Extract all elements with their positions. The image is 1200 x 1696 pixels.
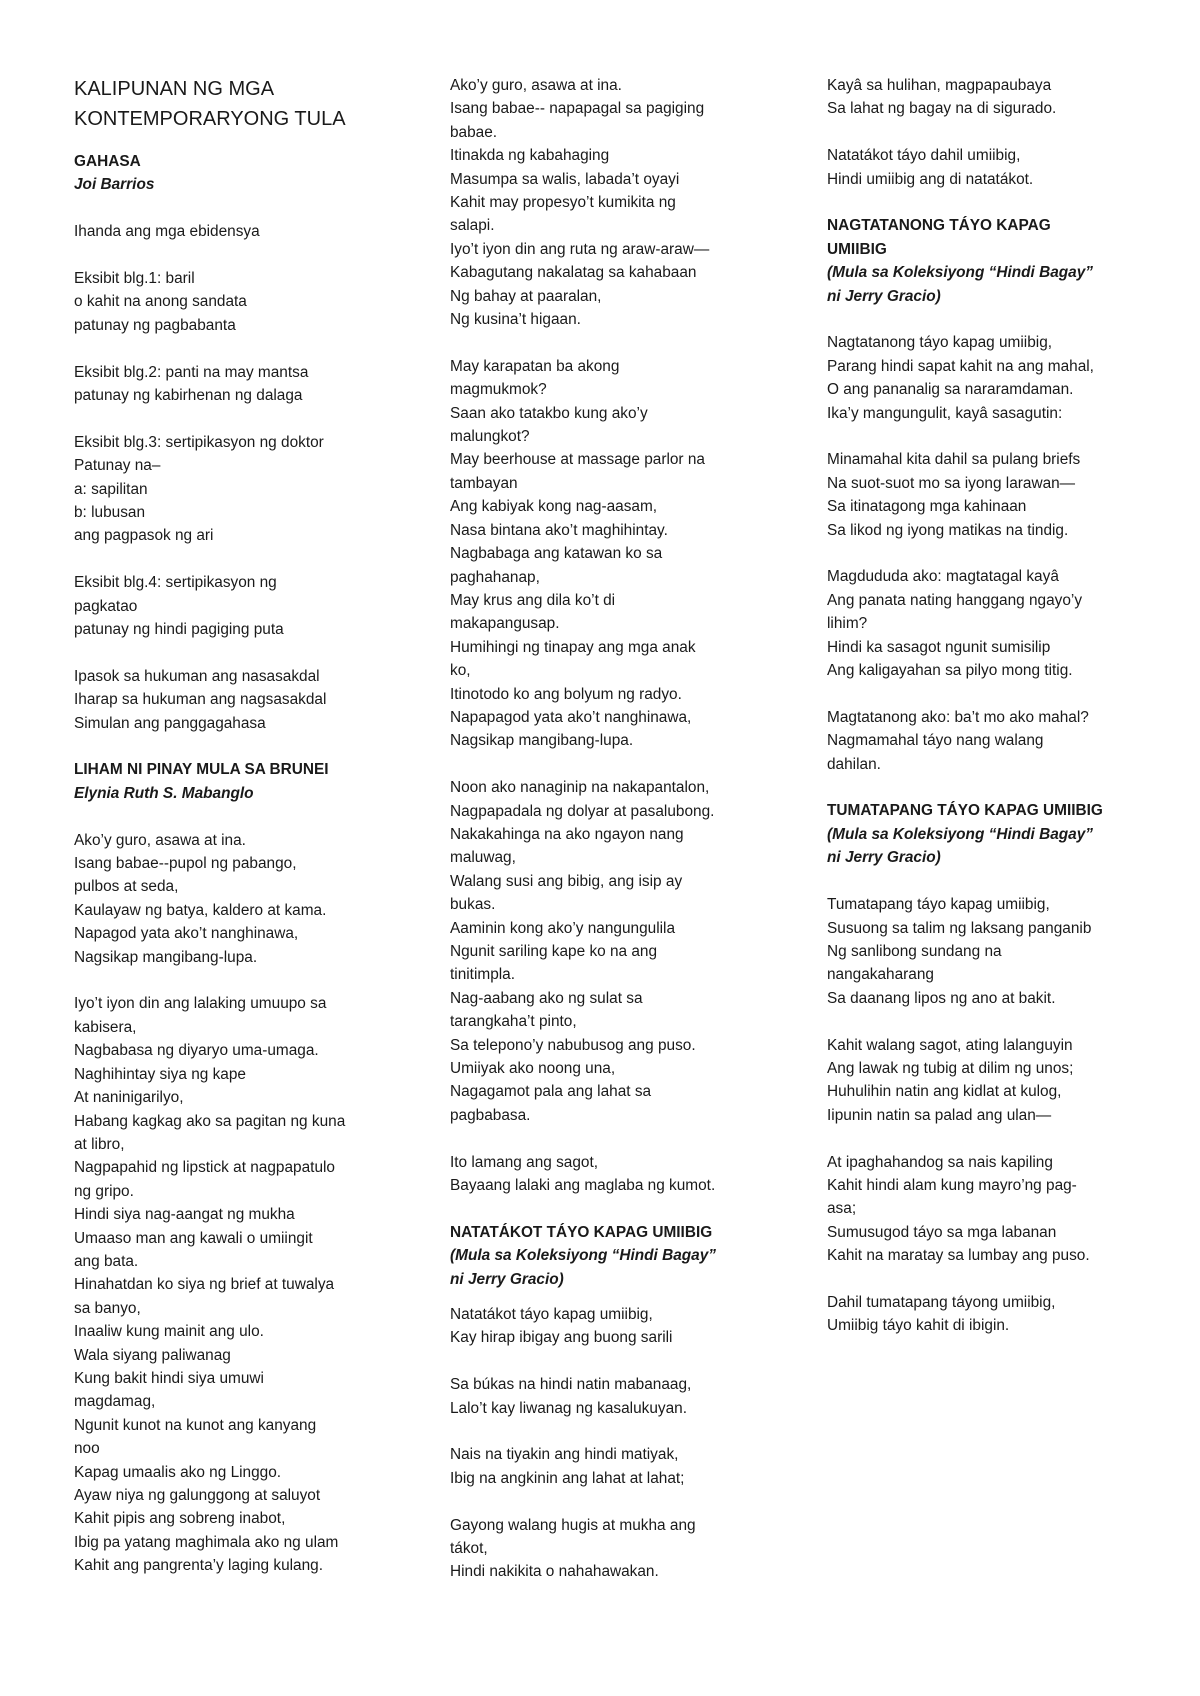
poem-line: dahilan.: [827, 755, 881, 773]
poem-line: b: lubusan: [74, 504, 146, 522]
poem-line: sa banyo,: [74, 1299, 141, 1317]
poem-line: Nakakahinga na ako ngayon nang: [450, 825, 684, 843]
poem-line: Eksibit blg.1: baril: [74, 270, 195, 287]
poem-body: [74, 220, 392, 735]
poem-line: Kay hirap ibigay ang buong sarili: [450, 1329, 673, 1347]
poem-line: tarangkaha’t pinto,: [450, 1013, 577, 1031]
poem-subtitle: ni Jerry Gracio): [827, 849, 941, 867]
poem-line: Eksibit blg.3: sertipikasyon ng doktor: [74, 433, 324, 451]
poem-body: [827, 893, 1147, 1338]
poem-line: Ihanda ang mga ebidensya: [74, 223, 260, 241]
poem-line: Isang babae-- napapagal sa pagiging: [450, 100, 705, 118]
poem-line: Masumpa sa walis, labada’t oyayi: [450, 170, 680, 188]
poem-line: kabisera,: [74, 1018, 137, 1036]
poem-line: Na suot-suot mo sa iyong larawan—: [827, 474, 1076, 492]
stanza: [74, 829, 392, 969]
poem-line: Lalo’t kay liwanag ng kasalukuyan.: [450, 1399, 687, 1417]
poem-line: patunay ng pagbabanta: [74, 316, 236, 334]
stanza: [827, 706, 1147, 776]
poem-body-continued: [450, 74, 775, 1197]
poem-line: Ngunit sariling kape ko na ang: [450, 943, 658, 960]
poem-subtitle: (Mula sa Koleksiyong “Hindi Bagay”: [827, 264, 1093, 282]
poem-line: at libro,: [74, 1135, 125, 1153]
poem-line: Ng kusina’t higaan.: [450, 311, 581, 329]
poem-line: magmukmok?: [450, 381, 547, 399]
poem-line: maluwag,: [450, 849, 516, 867]
poem-line: Hindi umiibig ang di natatákot.: [827, 170, 1034, 188]
poem-line: Iipunin natin sa palad ang ulan—: [827, 1106, 1052, 1124]
poem-line: Sa lahat ng bagay na di sigurado.: [827, 100, 1057, 118]
stanza: [450, 1303, 775, 1350]
poem-line: Sa búkas na hindi natin mabanaag,: [450, 1376, 692, 1394]
poem-line: Humihingi ng tinapay ang mga anak: [450, 638, 696, 656]
poem-line: Kung bakit hindi siya umuwi: [74, 1369, 264, 1387]
poem-liham: [74, 758, 392, 1577]
stanza: [74, 267, 392, 337]
poem-line: Kapag umaalis ako ng Linggo.: [74, 1463, 282, 1481]
poem-line: Susuong sa talim ng laksang panganib: [827, 919, 1092, 937]
poem-line: pulbos at seda,: [74, 878, 179, 896]
poem-line: Sa daanang lipos ng ano at bakit.: [827, 989, 1056, 1007]
poem-line: Patunay na–: [74, 457, 161, 475]
stanza: [827, 1034, 1147, 1128]
poem-line: Natatákot táyo dahil umiibig,: [827, 147, 1021, 165]
poem-line: makapangusap.: [450, 615, 560, 633]
stanza: [450, 74, 775, 331]
poem-line: May karapatan ba akong: [450, 357, 620, 375]
stanza: [74, 361, 392, 408]
poem-line: Aaminin kong ako’y nangungulila: [450, 919, 676, 937]
poem-line: Noon ako nanaginip na nakapantalon,: [450, 779, 710, 797]
poem-body-continued: [827, 74, 1147, 191]
poem-line: Kabagutang nakalatag sa kahabaan: [450, 264, 697, 282]
poem-line: Walang susi ang bibig, ang isip ay: [450, 872, 683, 890]
poem-line: Nagtatanong táyo kapag umiibig,: [827, 334, 1053, 352]
poem-author: Joi Barrios: [74, 176, 155, 194]
column-1: [74, 74, 392, 1578]
stanza: [827, 1151, 1147, 1268]
poem-line: magdamag,: [74, 1393, 156, 1411]
poem-line: At naninigarilyo,: [74, 1089, 184, 1107]
poem-author: Elynia Ruth S. Mabanglo: [74, 784, 254, 802]
poem-line: Nagpapahid ng lipstick at nagpapatulo: [74, 1159, 335, 1177]
poem-line: tinitimpla.: [450, 966, 516, 984]
poem-line: Ang kabiyak kong nag-aasam,: [450, 498, 658, 516]
poem-line: Ako’y guro, asawa at ina.: [74, 831, 246, 849]
poem-line: Iharap sa hukuman ang nagsasakdal: [74, 691, 327, 709]
poem-line: Itinotodo ko ang bolyum ng radyo.: [450, 685, 682, 703]
poem-line: Nagsikap mangibang-lupa.: [450, 732, 634, 750]
poem-line: Ang lawak ng tubig at dilim ng unos;: [827, 1059, 1074, 1077]
poem-line: Ng bahay at paaralan,: [450, 287, 602, 305]
poem-line: Bayaang lalaki ang maglaba ng kumot.: [450, 1177, 716, 1195]
poem-line: a: sapilitan: [74, 480, 148, 498]
poem-line: May krus ang dila ko’t di: [450, 591, 616, 609]
poem-line: Ibig pa yatang maghimala ako ng ulam: [74, 1533, 339, 1551]
poem-line: Sa telepono’y nabubusog ang puso.: [450, 1036, 696, 1054]
stanza: [74, 431, 392, 548]
poem-line: tákot,: [450, 1540, 488, 1558]
poem-line: Kahit walang sagot, ating lalanguyin: [827, 1036, 1073, 1054]
poem-line: Inaaliw kung mainit ang ulo.: [74, 1323, 264, 1341]
stanza: [74, 220, 392, 243]
poem-line: Umiiyak ako noong una,: [450, 1060, 616, 1078]
poem-line: bukas.: [450, 896, 496, 914]
poem-line: Ibig na angkinin ang lahat at lahat;: [450, 1469, 685, 1487]
poem-line: Eksibit blg.2: panti na may mantsa: [74, 363, 309, 381]
stanza: [450, 1443, 775, 1490]
poem-line: Napagod yata ako’t nanghinawa,: [74, 925, 299, 943]
stanza: [450, 776, 775, 1127]
poem-line: Ako’y guro, asawa at ina.: [450, 77, 622, 94]
poem-line: Nagsikap mangibang-lupa.: [74, 948, 258, 966]
stanza: [827, 565, 1147, 682]
poem-line: Parang hindi sapat kahit na ang mahal,: [827, 357, 1094, 375]
poem-line: o kahit na anong sandata: [74, 293, 247, 311]
poem-line: Ng sanlibong sundang na: [827, 942, 1002, 960]
poem-line: Nasa bintana ako’t maghihintay.: [450, 521, 668, 539]
poem-line: Hinahatdan ko siya ng brief at tuwalya: [74, 1276, 335, 1294]
stanza: [827, 74, 1147, 121]
poem-line: Habang kagkag ako sa pagitan ng kuna: [74, 1112, 346, 1130]
poem-line: Ipasok sa hukuman ang nasasakdal: [74, 667, 320, 685]
poem-line: ko,: [450, 662, 471, 680]
poem-line: Tumatapang táyo kapag umiibig,: [827, 896, 1050, 914]
poem-line: Sa likod ng iyong matikas na tindig.: [827, 521, 1069, 539]
poem-line: Kahit ang pangrenta’y laging kulang.: [74, 1557, 324, 1575]
poem-line: salapi.: [450, 217, 495, 235]
poem-line: nangakaharang: [827, 966, 934, 984]
poem-line: pagbabasa.: [450, 1106, 531, 1124]
poem-line: Kahit pipis ang sobreng inabot,: [74, 1510, 286, 1528]
poem-title: TUMATAPANG TÁYO KAPAG UMIIBIG: [827, 802, 1103, 820]
poem-line: Huhulihin natin ang kidlat at kulog,: [827, 1083, 1062, 1101]
poem-tumatapang: [827, 799, 1147, 1337]
poem-body: [450, 1303, 775, 1584]
poem-line: Ngunit kunot na kunot ang kanyang: [74, 1416, 317, 1434]
poem-line: Dahil tumatapang táyong umiibig,: [827, 1293, 1056, 1311]
stanza: [74, 992, 392, 1577]
poem-line: Hindi ka sasagot ngunit sumisilip: [827, 638, 1051, 656]
poem-line: asa;: [827, 1200, 857, 1218]
poem-line: Nagagamot pala ang lahat sa: [450, 1083, 652, 1101]
poem-line: babae.: [450, 123, 498, 141]
poem-line: Gayong walang hugis at mukha ang: [450, 1516, 696, 1534]
poem-line: Iyo’t iyon din ang ruta ng araw-araw—: [450, 240, 710, 258]
poem-line: Hindi siya nag-aangat ng mukha: [74, 1206, 295, 1224]
poem-line: ang bata.: [74, 1252, 139, 1270]
poem-line: Ang kaligayahan sa pilyo mong titig.: [827, 662, 1073, 680]
poem-line: patunay ng hindi pagiging puta: [74, 621, 284, 639]
poem-line: patunay ng kabirhenan ng dalaga: [74, 387, 303, 405]
stanza: [74, 571, 392, 641]
poem-nagtatanong: [827, 214, 1147, 776]
poem-gahasa: [74, 150, 392, 735]
poem-line: Sa itinatagong mga kahinaan: [827, 498, 1027, 516]
stanza: [450, 1373, 775, 1420]
stanza: [827, 331, 1147, 425]
poem-title: GAHASA: [74, 153, 141, 170]
poem-line: Kayâ sa hulihan, magpapaubaya: [827, 77, 1052, 94]
poem-line: Nais na tiyakin ang hindi matiyak,: [450, 1446, 679, 1464]
poem-line: Ito lamang ang sagot,: [450, 1153, 599, 1171]
poem-line: Nagbabaga ang katawan ko sa: [450, 545, 663, 563]
poem-line: Nagpapadala ng dolyar at pasalubong.: [450, 802, 715, 820]
column-3: [827, 74, 1147, 1338]
poem-line: May beerhouse at massage parlor na: [450, 451, 705, 469]
stanza: [827, 1291, 1147, 1338]
poem-line: Sumusugod táyo sa mga labanan: [827, 1223, 1057, 1241]
poem-line: Naghihintay siya ng kape: [74, 1065, 246, 1083]
poem-line: Napapagod yata ako’t nanghinawa,: [450, 708, 692, 726]
poem-line: Magtatanong ako: ba’t mo ako mahal?: [827, 708, 1089, 726]
poem-line: Nag-aabang ako ng sulat sa: [450, 989, 643, 1007]
document-title: [74, 74, 392, 134]
poem-line: Itinakda ng kabahaging: [450, 147, 610, 165]
poem-line: At ipaghahandog sa nais kapiling: [827, 1153, 1053, 1171]
poem-line: Isang babae--pupol ng pabango,: [74, 855, 297, 873]
column-2: [450, 74, 775, 1584]
poem-line: Umiibig táyo kahit di ibigin.: [827, 1317, 1010, 1335]
poem-line: Ang panata nating hanggang ngayo’y: [827, 591, 1083, 609]
poem-line: Eksibit blg.4: sertipikasyon ng: [74, 574, 277, 592]
document-title-line: KALIPUNAN NG MGA: [74, 78, 275, 100]
poem-line: pagkatao: [74, 597, 138, 615]
poem-line: O ang pananalig sa nararamdaman.: [827, 381, 1074, 399]
poem-line: ang pagpasok ng ari: [74, 527, 214, 545]
poem-line: Wala siyang paliwanag: [74, 1346, 231, 1364]
stanza: [450, 1514, 775, 1584]
stanza: [827, 448, 1147, 542]
poem-line: Kahit hindi alam kung mayro’ng pag-: [827, 1176, 1077, 1194]
document-title-line: KONTEMPORARYONG TULA: [74, 108, 346, 130]
poem-line: Minamahal kita dahil sa pulang briefs: [827, 451, 1081, 469]
poem-line: Nagbabasa ng diyaryo uma-umaga.: [74, 1042, 319, 1060]
poem-line: ng gripo.: [74, 1182, 134, 1200]
poem-line: Natatákot táyo kapag umiibig,: [450, 1306, 653, 1324]
poem-line: noo: [74, 1440, 100, 1458]
poem-line: malungkot?: [450, 428, 530, 446]
poem-subtitle: (Mula sa Koleksiyong “Hindi Bagay”: [450, 1247, 716, 1265]
stanza: [827, 893, 1147, 1010]
stanza: [450, 1151, 775, 1198]
poem-line: Nagmamahal táyo nang walang: [827, 732, 1044, 750]
stanza: [74, 665, 392, 735]
poem-subtitle: (Mula sa Koleksiyong “Hindi Bagay”: [827, 825, 1093, 843]
poem-line: lihim?: [827, 615, 868, 633]
poem-subtitle: ni Jerry Gracio): [450, 1270, 564, 1288]
poem-title-line: NAGTATANONG TÁYO KAPAG: [827, 217, 1051, 235]
poem-body: [74, 829, 392, 1578]
poem-subtitle: ni Jerry Gracio): [827, 287, 941, 305]
poem-line: Ika’y mangungulit, kayâ sasagutin:: [827, 404, 1063, 422]
poem-line: Magdududa ako: magtatagal kayâ: [827, 568, 1059, 586]
poem-line: Kahit may propesyo’t kumikita ng: [450, 194, 676, 212]
poem-line: Simulan ang panggagahasa: [74, 714, 266, 732]
poem-line: Kaulayaw ng batya, kaldero at kama.: [74, 901, 327, 919]
poem-line: Iyo’t iyon din ang lalaking umuupo sa: [74, 995, 327, 1013]
poem-line: Kahit na maratay sa lumbay ang puso.: [827, 1247, 1090, 1265]
poem-line: Umaaso man ang kawali o umiingit: [74, 1229, 313, 1247]
poem-line: tambayan: [450, 474, 518, 492]
poem-line: Hindi nakikita o nahahawakan.: [450, 1563, 659, 1581]
poem-line: paghahanap,: [450, 568, 540, 586]
poem-title: LIHAM NI PINAY MULA SA BRUNEI: [74, 761, 329, 779]
poem-body: [827, 331, 1147, 776]
poem-line: Saan ako tatakbo kung ako’y: [450, 404, 648, 422]
poem-title: NATATÁKOT TÁYO KAPAG UMIIBIG: [450, 1223, 713, 1241]
poem-line: Ayaw niya ng galunggong at saluyot: [74, 1487, 321, 1505]
stanza: [827, 144, 1147, 191]
stanza: [450, 355, 775, 753]
poem-title-line: UMIIBIG: [827, 240, 887, 258]
poem-natatakot: [450, 1221, 775, 1584]
